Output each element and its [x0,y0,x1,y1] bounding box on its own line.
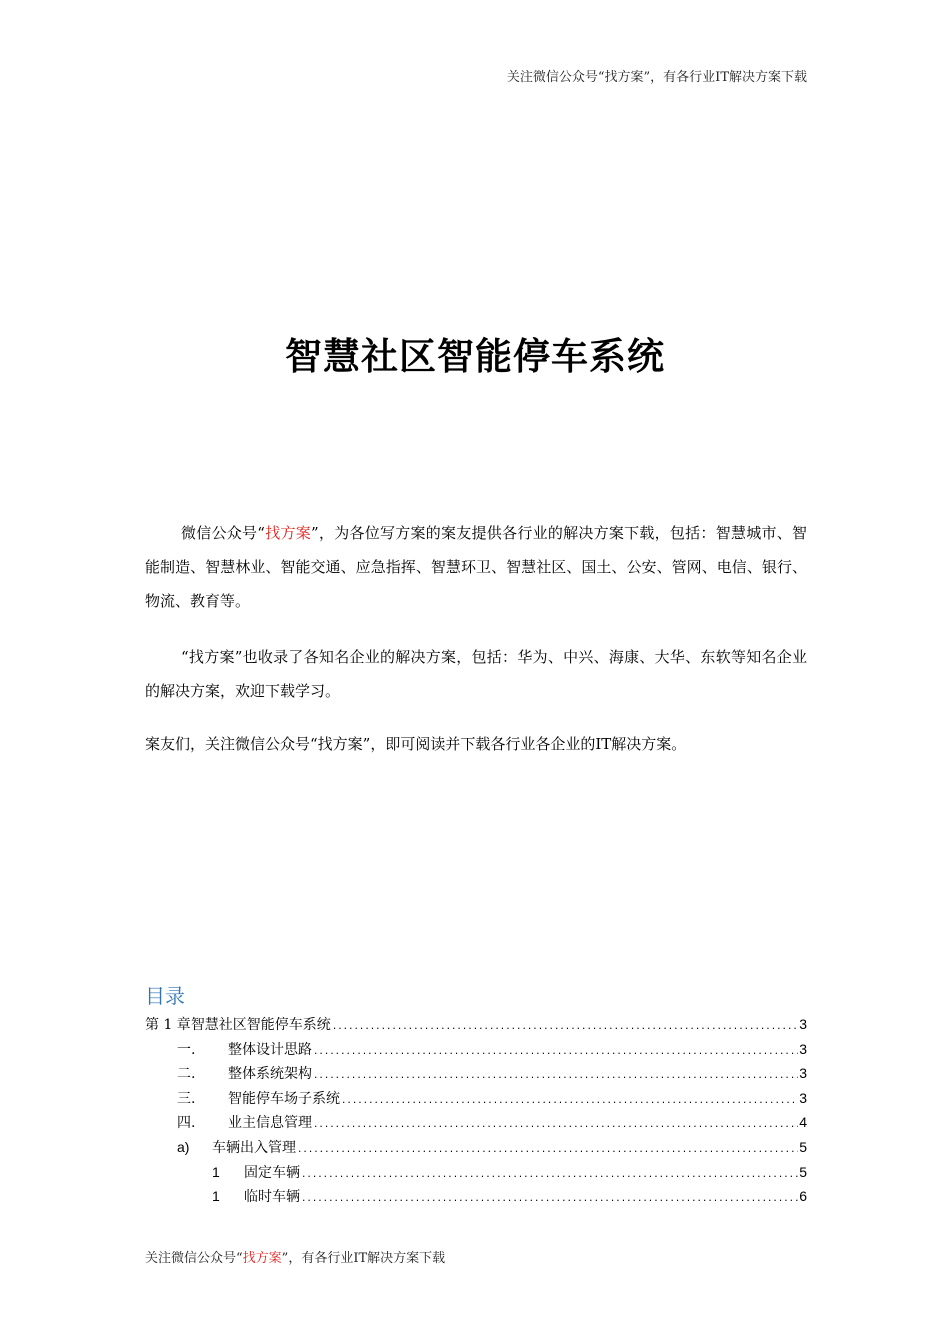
toc-leader-dots [332,1015,798,1040]
toc-entry[interactable] [145,1160,807,1185]
toc-entry-page: 4 [799,1114,807,1131]
toc-entry-page: 3 [799,1016,807,1032]
intro-p1-post: ”，为各位写方案的案友提供各行业的解决方案下载，包括：智慧城市、智能制造、智慧林业、智能交通、应急指挥、智慧环卫、智慧社区、国土、公安、管网、电信、银行、物流、教育等。 [145,524,807,610]
intro-paragraph-2: “找方案”也收录了各知名企业的解决方案，包括：华为、中兴、海康、大华、东软等知名企业的解决方案，欢迎下载学习。 [145,648,807,700]
toc-heading: 目录 [145,984,185,1008]
toc-entry-page: 3 [799,1065,807,1082]
toc-leader-dots [313,1040,798,1065]
page-header [507,66,807,85]
toc-entry-page: 5 [799,1163,807,1180]
toc-leader-dots [313,1064,798,1089]
toc-entry-number: 二. [177,1066,196,1083]
toc-entry-number: 1 [212,1188,220,1205]
toc-entry-number: 1 [212,1163,220,1180]
header-text: 关注微信公众号“找方案”，有各行业IT解决方案下载 [506,70,807,85]
toc-leader-dots [297,1138,798,1163]
toc-entry-text: 车辆出入管理 [212,1139,296,1156]
toc-entry-number: 三. [177,1090,196,1107]
toc-entry-text: 整体设计思路 [228,1041,312,1058]
toc-entry-number: 一. [177,1041,196,1058]
intro-p1-highlight: 找方案 [264,524,312,542]
toc-entry-page: 3 [799,1040,807,1057]
intro-p1-pre: 微信公众号“ [181,524,265,542]
toc-entry-text: 整体系统架构 [228,1066,312,1083]
toc-entry[interactable] [145,1037,807,1062]
toc-entry-page: 3 [799,1089,807,1106]
toc-entry-text: 业主信息管理 [228,1115,312,1132]
toc-entry-text: 临时车辆 [244,1189,300,1206]
footer-highlight: 找方案 [242,1251,282,1266]
document-title: 智慧社区智能停车系统 [285,335,665,378]
toc-entry[interactable] [145,1135,807,1160]
toc-leader-dots [341,1089,798,1114]
toc-entry[interactable] [145,1012,807,1037]
toc-leader-dots [301,1163,798,1188]
toc-entry[interactable] [145,1061,807,1086]
page-footer [145,1247,445,1266]
toc-entry-number: a) [177,1138,190,1155]
toc-entry-page: 5 [799,1138,807,1155]
table-of-contents [145,1012,807,1209]
toc-entry[interactable] [145,1086,807,1111]
intro-section [145,516,807,761]
toc-leader-dots [313,1113,798,1138]
toc-entry-number: 四. [177,1115,196,1132]
toc-entry-text: 智慧社区智能停车系统 [190,1017,331,1033]
toc-entry-text: 智能停车场子系统 [228,1090,340,1107]
toc-entry-page: 6 [799,1188,807,1205]
intro-paragraph-3: 案友们，关注微信公众号“找方案”，即可阅读并下载各行业各企业的IT解决方案。 [145,735,687,753]
toc-entry[interactable] [145,1184,807,1209]
toc-entry-text: 固定车辆 [244,1164,300,1181]
intro-paragraph-1 [145,516,807,618]
toc-leader-dots [301,1187,798,1212]
footer-post: ”，有各行业IT解决方案下载 [281,1251,446,1266]
toc-entry[interactable] [145,1110,807,1135]
footer-pre: 关注微信公众号“ [145,1251,243,1266]
toc-entry-number: 第 1 章 [145,1017,191,1033]
